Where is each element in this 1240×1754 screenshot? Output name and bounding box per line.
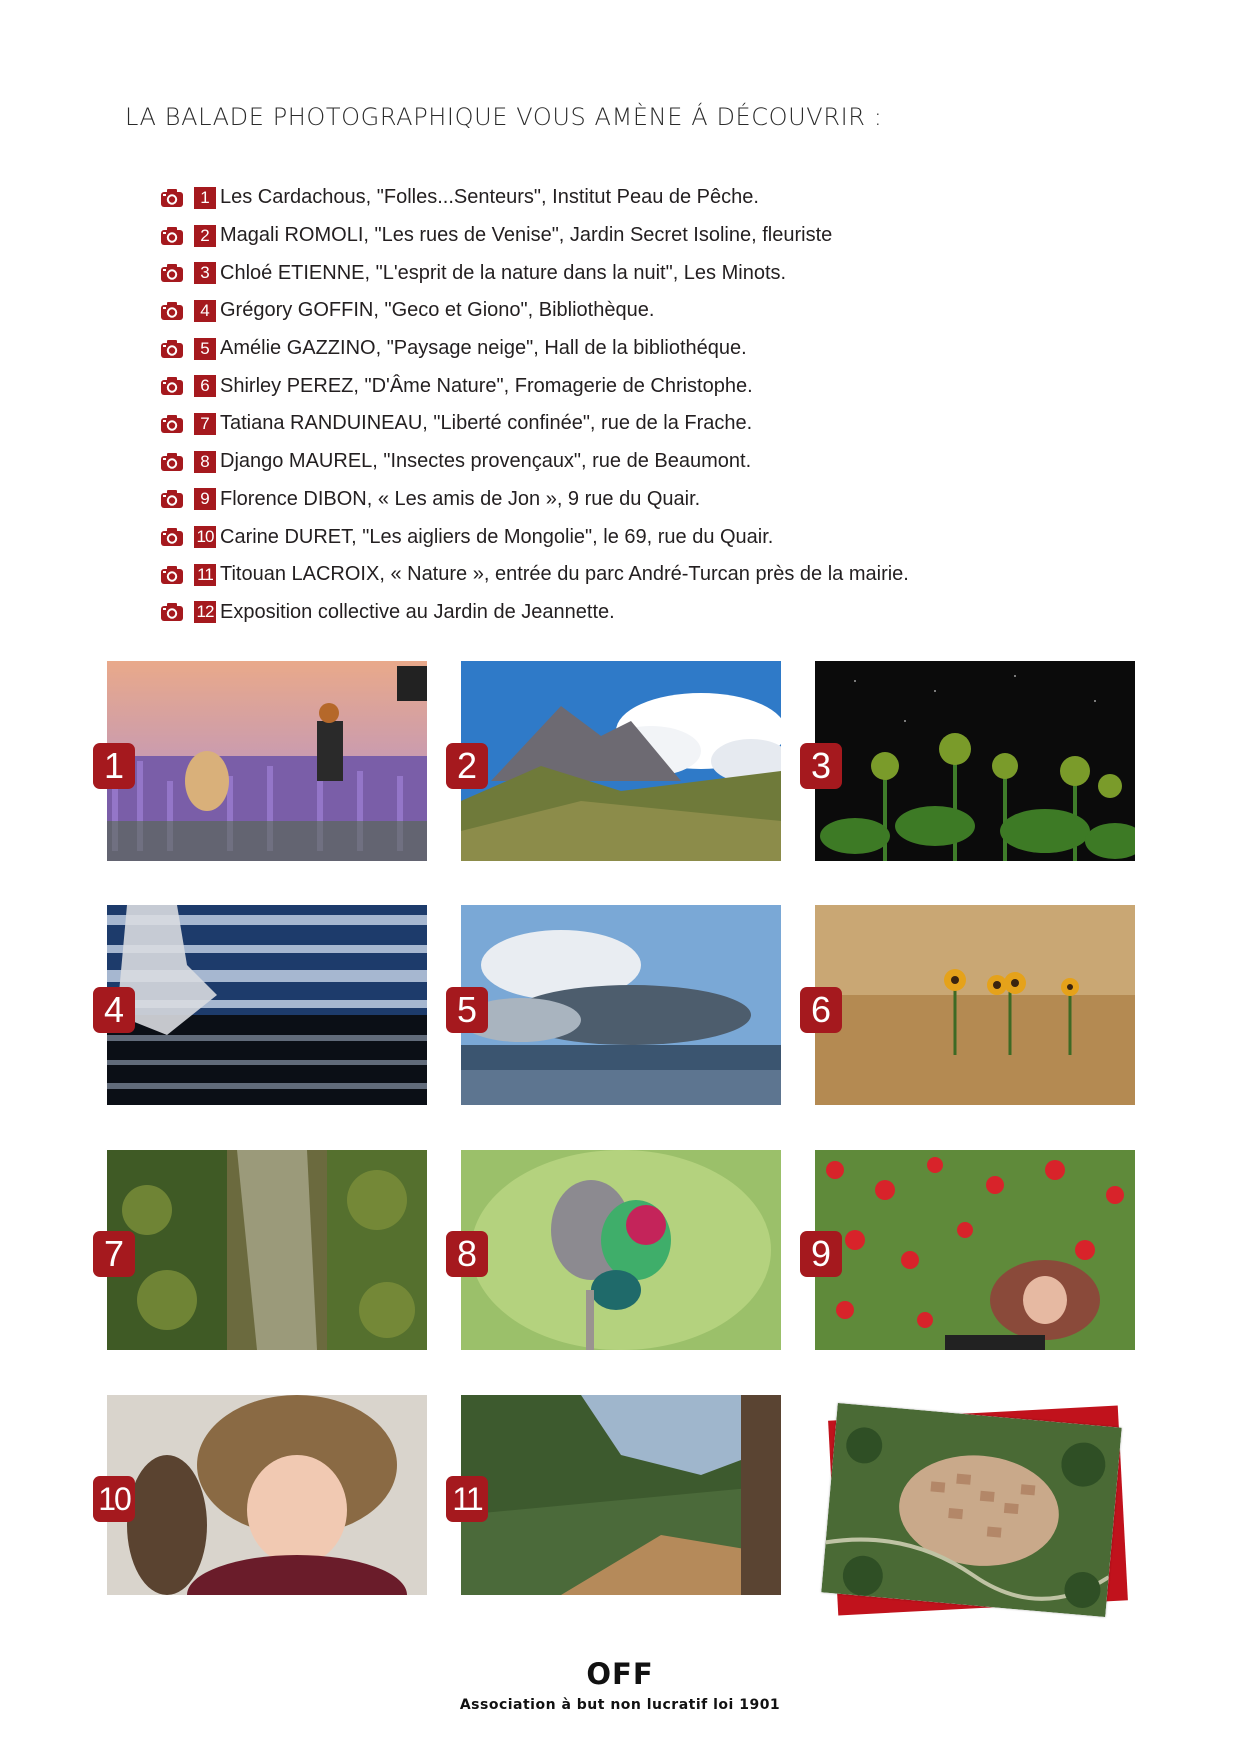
item-number-badge: 4: [194, 300, 216, 322]
list-item: [160, 594, 1160, 632]
list-item: [160, 518, 1160, 556]
item-number-badge: 1: [194, 187, 216, 209]
camera-icon: [160, 338, 184, 360]
item-number-badge: 5: [194, 338, 216, 360]
photo-badge-8: 8: [446, 1231, 488, 1277]
list-item: [160, 179, 1160, 217]
photo-badge-11: 11: [446, 1476, 488, 1522]
item-number-badge: 6: [194, 375, 216, 397]
item-text: Django MAUREL, "Insectes provençaux", rue de Beaumont.: [220, 450, 752, 473]
camera-icon: [160, 375, 184, 397]
photo-badge-4: 4: [93, 987, 135, 1033]
camera-icon: [160, 262, 184, 284]
camera-icon: [160, 413, 184, 435]
item-text: Florence DIBON, « Les amis de Jon », 9 rue du Quair.: [220, 487, 701, 510]
photo-badge-5: 5: [446, 987, 488, 1033]
photo-3: [815, 661, 1135, 861]
camera-icon: [160, 564, 184, 586]
list-item: [160, 330, 1160, 368]
photo-1: [107, 661, 427, 861]
photo-11: [461, 1395, 781, 1595]
postcard-aerial-photo: [821, 1403, 1121, 1617]
photo-badge-6: 6: [800, 987, 842, 1033]
photo-2: [461, 661, 781, 861]
item-text: Shirley PEREZ, "D'Âme Nature", Fromagerie de Christophe.: [220, 374, 753, 397]
item-text: Titouan LACROIX, « Nature », entrée du parc André-Turcan près de la mairie.: [220, 563, 909, 586]
item-text: Amélie GAZZINO, "Paysage neige", Hall de la bibliothéque.: [220, 337, 747, 360]
photo-badge-1: 1: [93, 743, 135, 789]
photo-badge-7: 7: [93, 1231, 135, 1277]
camera-icon: [160, 451, 184, 473]
footer-subtitle: Association à but non lucratif loi 1901: [459, 1697, 781, 1713]
page-heading: LA BALADE PHOTOGRAPHIQUE VOUS AMÈNE Á DÉCOUVRIR :: [125, 103, 883, 131]
photo-badge-9: 9: [800, 1231, 842, 1277]
list-item: [160, 556, 1160, 594]
photo-badge-10: 10: [93, 1476, 135, 1522]
item-number-badge: 11: [194, 564, 216, 586]
list-item: [160, 405, 1160, 443]
photo-5: [461, 905, 781, 1105]
camera-icon: [160, 526, 184, 548]
item-number-badge: 3: [194, 262, 216, 284]
village-postcard: [825, 1405, 1125, 1615]
camera-icon: [160, 488, 184, 510]
camera-icon: [160, 300, 184, 322]
item-number-badge: 12: [194, 601, 216, 623]
item-text: Grégory GOFFIN, "Geco et Giono", Bibliothèque.: [220, 299, 655, 322]
item-number-badge: 10: [194, 526, 216, 548]
list-item: [160, 443, 1160, 481]
photo-badge-3: 3: [800, 743, 842, 789]
footer-title: OFF: [586, 1657, 654, 1691]
photo-9: [815, 1150, 1135, 1350]
item-text: Magali ROMOLI, "Les rues de Venise", Jardin Secret Isoline, fleuriste: [220, 224, 833, 247]
list-item: [160, 292, 1160, 330]
list-item: [160, 217, 1160, 255]
item-text: Tatiana RANDUINEAU, "Liberté confinée", rue de la Frache.: [220, 412, 753, 435]
item-number-badge: 8: [194, 451, 216, 473]
camera-icon: [160, 225, 184, 247]
item-number-badge: 2: [194, 225, 216, 247]
photo-badge-2: 2: [446, 743, 488, 789]
camera-icon: [160, 187, 184, 209]
camera-icon: [160, 601, 184, 623]
item-text: Les Cardachous, "Folles...Senteurs", Institut Peau de Pêche.: [220, 186, 759, 209]
list-item: [160, 481, 1160, 519]
item-text: Chloé ETIENNE, "L'esprit de la nature dans la nuit", Les Minots.: [220, 261, 787, 284]
exhibition-list: [160, 179, 1160, 631]
photo-7: [107, 1150, 427, 1350]
photo-8: [461, 1150, 781, 1350]
photo-6: [815, 905, 1135, 1105]
photo-4: [107, 905, 427, 1105]
list-item: [160, 254, 1160, 292]
item-text: Carine DURET, "Les aigliers de Mongolie", le 69, rue du Quair.: [220, 525, 774, 548]
item-number-badge: 9: [194, 488, 216, 510]
item-number-badge: 7: [194, 413, 216, 435]
photo-10: [107, 1395, 427, 1595]
item-text: Exposition collective au Jardin de Jeannette.: [220, 600, 615, 623]
list-item: [160, 367, 1160, 405]
